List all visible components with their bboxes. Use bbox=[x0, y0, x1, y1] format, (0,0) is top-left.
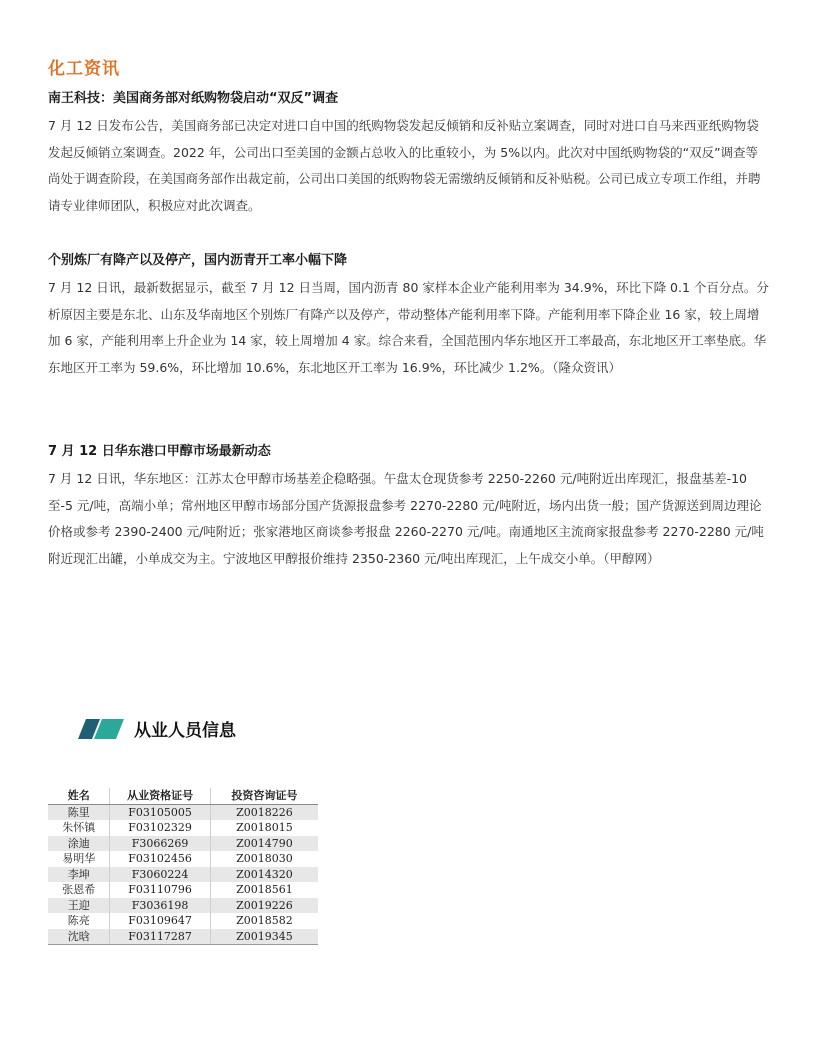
section-title: 化工资讯 bbox=[48, 59, 120, 79]
staff-name: 陈亮 bbox=[48, 913, 110, 929]
investment-consulting-number: Z0018582 bbox=[210, 913, 318, 929]
article-title: 个别炼厂有降产以及停产，国内沥青开工率小幅下降 bbox=[48, 253, 348, 268]
table-row bbox=[48, 882, 318, 898]
table-row bbox=[48, 804, 318, 820]
staff-name: 张恩希 bbox=[48, 882, 110, 898]
column-header-qualification-number: 从业资格证号 bbox=[110, 788, 210, 804]
table-row bbox=[48, 851, 318, 867]
column-header-name: 姓名 bbox=[48, 788, 110, 804]
qualification-number: F03102456 bbox=[110, 851, 210, 867]
table-row bbox=[48, 929, 318, 945]
investment-consulting-number: Z0018561 bbox=[210, 882, 318, 898]
qualification-number: F03102329 bbox=[110, 820, 210, 836]
news-article bbox=[48, 251, 770, 381]
qualification-number: F03109647 bbox=[110, 913, 210, 929]
staff-name: 易明华 bbox=[48, 851, 110, 867]
article-title: 7 月 12 日华东港口甲醇市场最新动态 bbox=[48, 444, 271, 459]
investment-consulting-number: Z0018015 bbox=[210, 820, 318, 836]
table-row bbox=[48, 867, 318, 883]
qualification-number: F3066269 bbox=[110, 836, 210, 852]
staff-section-title: 从业人员信息 bbox=[134, 721, 236, 741]
table-header-row bbox=[48, 788, 318, 804]
staff-name: 王迎 bbox=[48, 898, 110, 914]
article-body: 7 月 12 日发布公告，美国商务部已决定对进口自中国的纸购物袋发起反倾销和反补贴立案调查，同时对进口自马来西亚纸购物袋发起反倾销立案调查。2022 年，公司出口至美国的金额占总收入的比重较小，为 5%以内。此次对中国纸购物袋的“双反”调查等尚处于调查阶段，在美国商务部作出裁定前，公司出口美国的纸购物袋无需缴纳反倾销和反补贴税。公司已成立专项工作组，并聘请专业律师团队，积极应对此次调查。 bbox=[48, 118, 761, 213]
column-header-investment-consulting-number: 投资咨询证号 bbox=[210, 788, 318, 804]
table-row bbox=[48, 836, 318, 852]
table-row bbox=[48, 913, 318, 929]
parallelogram-stripes-icon bbox=[78, 719, 124, 739]
investment-consulting-number: Z0018030 bbox=[210, 851, 318, 867]
investment-consulting-number: Z0018226 bbox=[210, 804, 318, 820]
article-title: 南王科技：美国商务部对纸购物袋启动“双反”调查 bbox=[48, 91, 339, 106]
article-body: 7 月 12 日讯，华东地区：江苏太仓甲醇市场基差企稳略强。午盘太仓现货参考 2250-2260 元/吨附近出库现汇，报盘基差-10 至-5 元/吨，高端小单；常州地区甲醇市场部分国产货源报盘参考 2270-2280 元/吨附近，场内出货一般；国产货源送到周边理论价格或参考 2390-2400 元/吨附近；张家港地区商谈参考报盘 2260-2270 元/吨。南通地区主流商家报盘参考 2270-2280 元/吨附近现汇出罐，小单成交为主。宁波地区甲醇报价维持 2350-2360 元/吨出库现汇，上午成交小单。（甲醇网） bbox=[48, 471, 764, 566]
staff-table bbox=[48, 788, 318, 945]
qualification-number: F3036198 bbox=[110, 898, 210, 914]
news-article bbox=[48, 442, 770, 572]
staff-name: 朱怀镇 bbox=[48, 820, 110, 836]
staff-name: 沈晗 bbox=[48, 929, 110, 945]
investment-consulting-number: Z0014790 bbox=[210, 836, 318, 852]
investment-consulting-number: Z0019345 bbox=[210, 929, 318, 945]
qualification-number: F3060224 bbox=[110, 867, 210, 883]
qualification-number: F03105005 bbox=[110, 804, 210, 820]
staff-name: 李坤 bbox=[48, 867, 110, 883]
investment-consulting-number: Z0019226 bbox=[210, 898, 318, 914]
investment-consulting-number: Z0014320 bbox=[210, 867, 318, 883]
qualification-number: F03117287 bbox=[110, 929, 210, 945]
staff-name: 陈里 bbox=[48, 804, 110, 820]
staff-name: 涂迪 bbox=[48, 836, 110, 852]
table-row bbox=[48, 820, 318, 836]
article-body: 7 月 12 日讯，最新数据显示，截至 7 月 12 日当周，国内沥青 80 家样本企业产能利用率为 34.9%，环比下降 0.1 个百分点。分析原因主要是东北、山东及华南地区个别炼厂有降产以及停产，带动整体产能利用率下降。产能利用率下降企业 16 家，较上周增加 6 家，产能利用率上升企业为 14 家，较上周增加 4 家。综合来看，全国范围内华东地区开工率最高，东北地区开工率垫底。华东地区开工率为 59.6%，环比增加 10.6%，东北地区开工率为 16.9%，环比减少 1.2%。（隆众资讯） bbox=[48, 280, 769, 375]
qualification-number: F03110796 bbox=[110, 882, 210, 898]
table-row bbox=[48, 898, 318, 914]
news-article bbox=[48, 89, 770, 219]
